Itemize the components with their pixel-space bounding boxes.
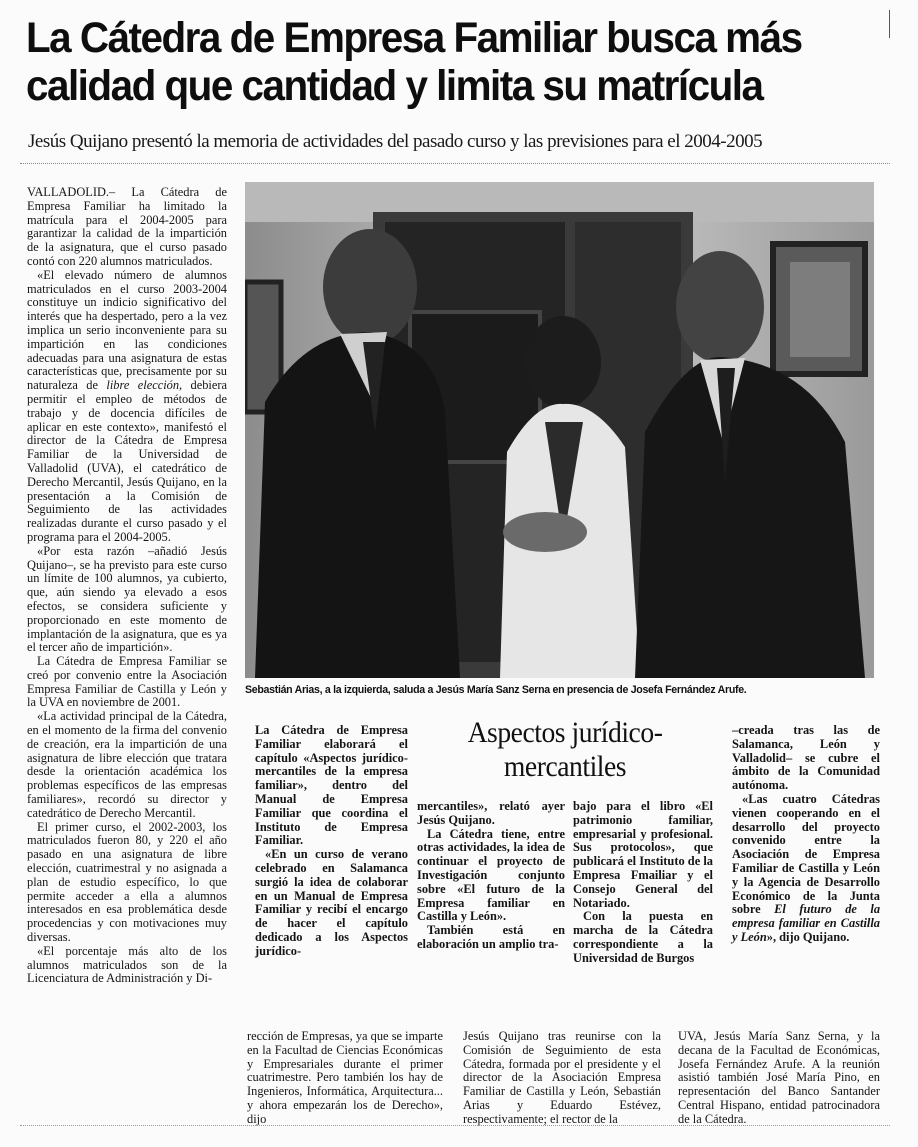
column-divider [889,10,890,38]
paragraph: VALLADOLID.– La Cátedra de Empresa Familiar ha limitado la matrícula para el 2004-2005 para garantizar la calidad de la impartición de la asignatura, que el curso pasado contó con 220 alumnos matriculados. [27,185,227,268]
headline [26,14,834,110]
column-1 [27,186,227,986]
paragraph: rección de Empresas, ya que se imparte en la Facultad de Ciencias Económicas y Empresariales durante el primer cuatrimestre. Pero también los hay de Ingenieros, Informática, Arquitectura... y ahora empezarán los de Derecho», dijo [247,1029,443,1126]
paragraph: UVA, Jesús María Sanz Serna, y la decana de la Facultad de Económicas, Josefa Fernández Arufe. A la reunión asistió también José María Pino, en representación del Banco Santander Central Hispano, entidad patrocinadora de la Cátedra. [678,1029,880,1126]
column-3 [463,1030,661,1127]
sidebar-headline-line-1: Aspectos jurídico- [467,716,663,749]
column-2 [247,1030,443,1127]
column-4 [678,1030,880,1127]
headline-line-2: calidad que cantidad y limita su matrícula [26,62,763,110]
sidebar-headline [432,716,699,784]
paragraph: bajo para el libro «El patrimonio familiar, empresarial y profesional. Sus protocolos», que publicará el Instituto de la Empresa Fmailiar y el Consejo General del Notariado. [573,799,713,910]
sidebar-column-1 [255,724,408,959]
news-photo [245,182,874,678]
paragraph: –creada tras las de Salamanca, León y Valladolid– se cubre el ámbito de la Comunidad autónoma. [732,723,880,793]
paragraph: «La actividad principal de la Cátedra, en el momento de la firma del convenio de creación, era la impartición de una asignatura de libre elección que tratara desde la orientación académica los problemas específicos de las empresas familiares», recordó su director y catedrático de Derecho Mercantil. [27,709,227,820]
paragraph: La Cátedra tiene, entre otras actividades, la idea de continuar el proyecto de Investigación conjunto sobre «El futuro de la Empresa familiar en Castilla y León». [417,826,565,924]
paragraph: Jesús Quijano tras reunirse con la Comisión de Seguimiento de esta Cátedra, formada por el presidente y el director de la Asociación Empresa Familiar de Castilla y León, Sebastián Arias y Eduardo Estévez, respectivamente; el rector de la [463,1029,661,1126]
paragraph: «El elevado número de alumnos matriculados en el curso 2003-2004 constituye un indicio significativo del interés que ha despertado, pero a la vez implica un serio inconveniente para su impartición en las condiciones adecuadas para una asignatura de estas características que, precisamente por su naturaleza de libre elección, debiera permitir el empleo de métodos de trabajo y de docencia difíciles de aplicar en este contexto», manifestó el director de la Cátedra de Empresa Familiar de la Universidad de Valladolid (UVA), el catedrático de Derecho Mercantil, Jesús Quijano, en la presentación a la Comisión de Seguimiento de las actividades realizadas durante el curso pasado y el programa para el 2004-2005. [27,267,227,544]
paragraph: «El porcentaje más alto de los alumnos matriculados son de la Licenciatura de Administración y Di- [27,943,227,986]
sidebar-column-4 [732,724,880,945]
paragraph: La Cátedra de Empresa Familiar se creó por convenio entre la Asociación Empresa Familiar de Castilla y León y la UVA en noviembre de 2001. [27,654,227,710]
bottom-rule [20,1125,890,1126]
sidebar-headline-line-2: mercantiles [503,750,627,783]
paragraph: «Las cuatro Cátedras vienen cooperando en el desarrollo del proyecto convenido entre la Asociación de Empresa Familiar de Castilla y León y la Agencia de Desarrollo Económico de la Junta sobre El futuro de la empresa familiar en Castilla y León», dijo Quijano. [732,791,881,944]
photo-caption: Sebastián Arias, a la izquierda, saluda a Jesús María Sanz Serna en presencia de Josefa Fernández Arufe. [245,684,747,696]
sidebar-column-3 [573,800,713,966]
paragraph: «En un curso de verano celebrado en Salamanca surgió la idea de colaborar en un Manual de Empresa Familiar y recibí el encargo de hacer el capítulo dedicado a los Aspectos jurídico- [255,847,408,958]
headline-line-1: La Cátedra de Empresa Familiar busca más [26,14,802,62]
top-rule [20,163,890,164]
paragraph: El primer curso, el 2002-2003, los matriculados fueron 80, y 220 el año pasado en una asignatura de libre elección, cuatrimestral y no asignada a plan de estudio específico, lo que permite acceder a ella a alumnos interesados en esa problemática desde procedencias y con motivaciones muy diversas. [27,819,227,945]
paragraph: mercantiles», relató ayer Jesús Quijano. [417,799,565,827]
sidebar-column-2 [417,800,565,952]
subheadline: Jesús Quijano presentó la memoria de actividades del pasado curso y las previsiones para el 2004-2005 [28,131,763,152]
paragraph: La Cátedra de Empresa Familiar elaborará el capítulo «Aspectos jurídico-mercantiles de la empresa familiar», dentro del Manual de Empresa Familiar que coordina el Instituto de Empresa Familiar. [255,723,408,848]
paragraph: También está en elaboración un amplio tra- [417,923,565,951]
paragraph: Con la puesta en marcha de la Cátedra correspondiente a la Universidad de Burgos [573,909,713,965]
paragraph: «Por esta razón –añadió Jesús Quijano–, se ha previsto para este curso un límite de 100 alumnos, ya cubierto, que, aún siendo ya elevado a esos efectos, se considera suficiente y proporcionado en este momento de implantación de la asignatura, que es ya el tercer año de impartición». [27,543,227,655]
